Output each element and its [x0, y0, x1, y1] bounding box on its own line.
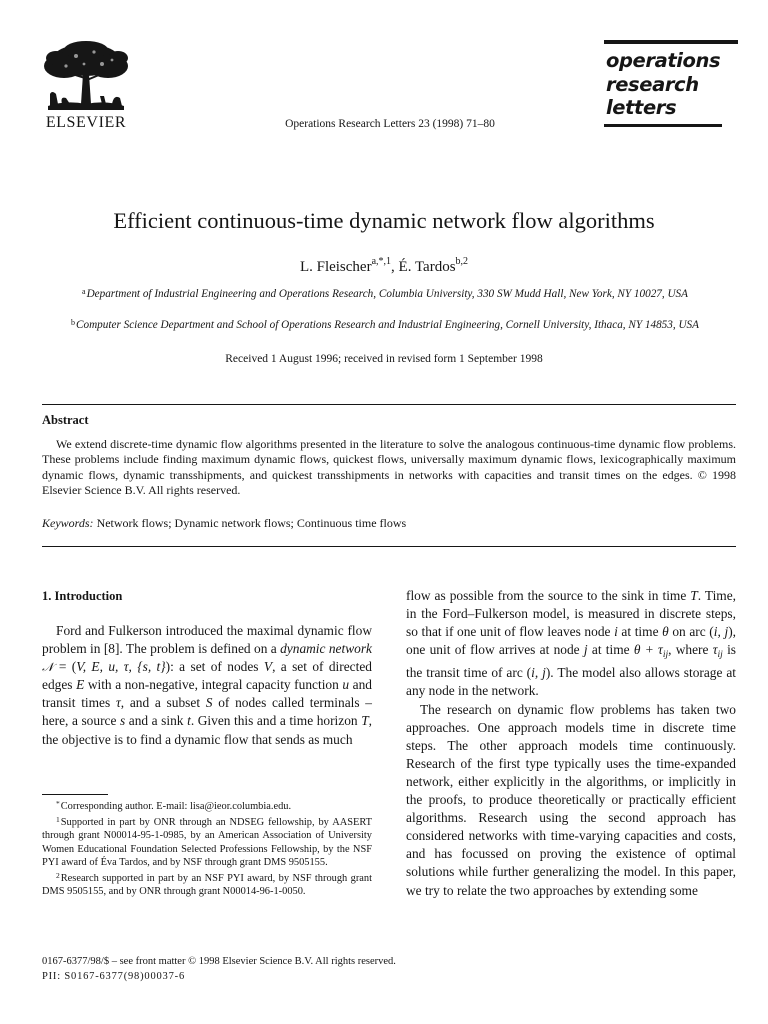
affiliation-text: Computer Science Department and School of Operations Research and Industrial Engineering, Cornell University, Ithaca, NY 14853, USA: [76, 319, 699, 331]
publisher-name: ELSEVIER: [45, 114, 127, 131]
footnote: $^2$Research supported in part by an NSF PYI award, by NSF through grant DMS 9505155, and by ONR through grant N00014-96-1-0050.: [42, 871, 372, 898]
tree-emblem-icon: [36, 38, 136, 114]
journal-citation: Operations Research Letters 23 (1998) 71–80: [285, 118, 495, 130]
keywords-list: Network flows; Dynamic network flows; Continuous time flows: [96, 516, 407, 530]
affiliation-mark: b: [71, 318, 76, 327]
affiliation: [40, 284, 730, 302]
left-column: [42, 588, 372, 749]
abstract-heading: Abstract: [42, 413, 89, 427]
author-separator: ,: [391, 259, 399, 275]
right-column: [406, 587, 736, 900]
affiliation: [40, 315, 730, 333]
author-name: L. Fleischer: [299, 259, 372, 275]
keywords-label: Keywords:: [42, 516, 94, 530]
footnote: *Corresponding author. E-mail: lisa@ieor.columbia.edu.: [56, 799, 292, 812]
body-paragraph: Ford and Fulkerson introduced the maximal dynamic flow problem in [8]. The problem is defined on a dynamic network 𝒩 = (V, E, u, τ, {s, t}): a set of nodes V, a set of directed edges E with a non-negative, integral capacity function u and transit times τ, and a subset S of nodes called terminals – here, a source s and a sink t. Given this and a time horizon T, the objective is to find a dynamic flow that sends as much: [42, 623, 372, 747]
math-tuple: V, E, u, τ, {s, t}: [76, 659, 166, 675]
masthead-bottom-rule: [604, 124, 722, 127]
abstract-text: We extend discrete-time dynamic flow algorithms presented in the literature to solve the analogous continuous-time dynamic flow problems. These problems include finding maximum dynamic flows, quickest flows, universally maximum dynamic flows, lexicographically maximum dynamic flows, dynamic transshipments, and quickest transshipments in networks with capacities and transit times on the edges. © 1998 Elsevier Science B.V. All rights reserved.: [42, 437, 736, 498]
abstract-bottom-rule: [42, 546, 736, 547]
abstract-top-rule: [42, 404, 736, 405]
footnote-rule: [42, 794, 108, 795]
pii-code: PII: S0167-6377(98)00037-6: [42, 971, 186, 982]
front-matter-line: 0167-6377/98/$ – see front matter © 1998 Elsevier Science B.V. All rights reserved.: [42, 956, 396, 967]
math-symbol: 𝒩: [42, 660, 54, 675]
author-name: É. Tardos: [398, 259, 456, 275]
footnotes: [42, 797, 372, 898]
body-paragraph: The research on dynamic flow problems has taken two approaches. One approach models time in discrete time steps. The other approach models time continuously. Research of the first type typically uses the time-expanded network, either explicitly in the algorithms, or implicitly in the proofs, to produce theoretically or practically efficient algorithms. Research using the second approach has considered networks with time-varying capacities and costs, and has focussed on proving the existence of optimal solutions while further generalizing the model. In this paper, we try to relate the two approaches by extending some: [406, 701, 736, 898]
author-affiliation-marks: a,*,1: [371, 256, 392, 267]
journal-masthead: [604, 40, 738, 127]
defined-term: dynamic network: [280, 641, 372, 657]
affiliation-mark: a: [82, 287, 86, 296]
affiliation-text: Department of Industrial Engineering and Operations Research, Columbia University, 330 SW Mudd Hall, New York, NY 10027, USA: [86, 288, 688, 300]
masthead-top-rule: [604, 40, 738, 44]
article-title: Efficient continuous-time dynamic network flow algorithms: [113, 208, 655, 233]
masthead-line: operations: [606, 49, 721, 72]
section-heading: 1. Introduction: [42, 589, 123, 603]
footnote: $^1$Supported in part by ONR through an NDSEG fellowship, by AASERT through grant N00014-95-1-0985, by an American Association of University Women Educational Foundation Selected Professions Fellowship, by the NSF PYI award of Éva Tardos, and by NSF through grant DMS 9505155.: [42, 815, 372, 868]
author-affiliation-marks: b,2: [455, 256, 469, 267]
keywords: [42, 516, 406, 531]
masthead-line: letters: [606, 96, 677, 119]
masthead-line: research: [606, 72, 699, 96]
received-dates: Received 1 August 1996; received in revised form 1 September 1998: [225, 353, 543, 365]
body-paragraph: flow as possible from the source to the sink in time T. Time, in the Ford–Fulkerson model, is measured in discrete steps, so that if one unit of flow leaves node i at time θ on arc (i, j), one unit of flow arrives at node j at time $\theta + \tau_{ij}$, where $\tau_{ij}$ is the transit time of arc (i, j). The model also allows storage at any node in the network.: [406, 588, 737, 699]
publisher-logo: [36, 38, 136, 132]
author-list: [0, 257, 768, 276]
